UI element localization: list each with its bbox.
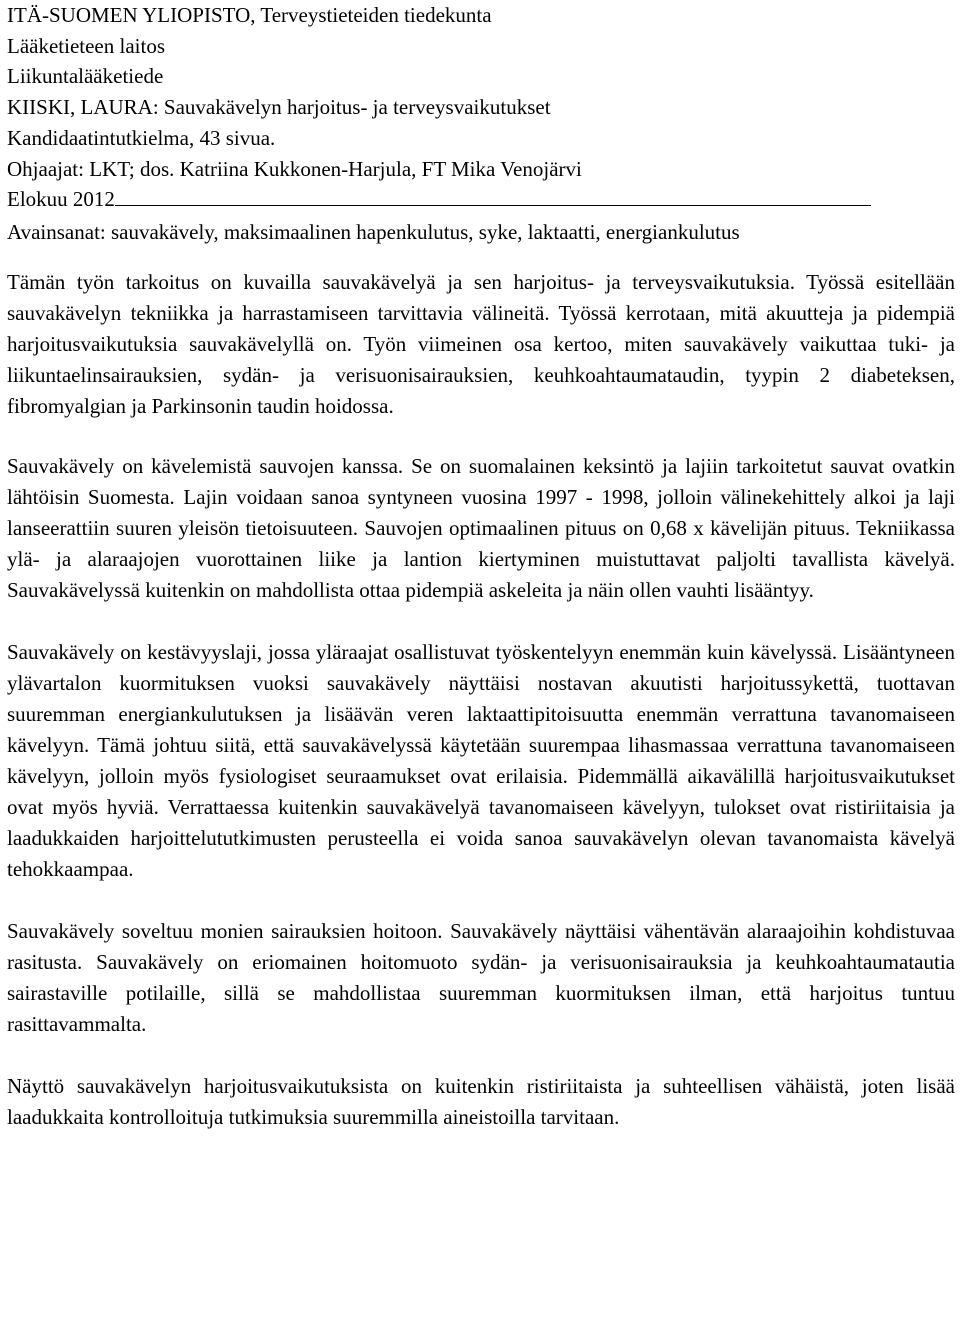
supervisors-line: Ohjaajat: LKT; dos. Katriina Kukkonen-Harjula, FT Mika Venojärvi xyxy=(7,156,582,181)
abstract-header xyxy=(7,0,955,248)
abstract-paragraph: Sauvakävely on kävelemistä sauvojen kanssa. Se on suomalainen keksintö ja lajiin tarkoitetut sauvat ovatkin lähtöisin Suomesta. Lajin voidaan sanoa syntyneen vuosina 1997 - 1998, jolloin välinekehittely alkoi ja laji lanseerattiin suuren yleisön tietoisuuteen. Sauvojen optimaalinen pituus on 0,68 x kävelijän pituus. Tekniikassa ylä- ja alaraajojen vuorottainen liike ja lantion kiertyminen muistuttavat paljolti tavallista kävelyä. Sauvakävelyssä kuitenkin on mahdollista ottaa pidempiä askeleita ja näin ollen vauhti lisääntyy. xyxy=(7,453,955,602)
subject-line: Liikuntalääketiede xyxy=(7,64,164,89)
abstract-paragraph: Näyttö sauvakävelyn harjoitusvaikutuksista on kuitenkin ristiriitaista ja suhteellisen vähäistä, joten lisää laadukkaita kontrolloituja tutkimuksia suuremmilla aineistoilla tarvitaan. xyxy=(7,1073,955,1129)
abstract-paragraph: Sauvakävely soveltuu monien sairauksien hoitoon. Sauvakävely näyttäisi vähentävän alaraajoihin kohdistuvaa rasitusta. Sauvakävely on eriomainen hoitomuoto sydän- ja verisuonisairauksia ja keuhkoahtaumatautia sairastaville potilaille, sillä se mahdollistaa suuremman kuormituksen ilman, että harjoitus tuntuu rasittavammalta. xyxy=(7,918,955,1036)
date-text: Elokuu 2012 xyxy=(7,187,115,212)
date-underline xyxy=(115,187,871,206)
document-page xyxy=(7,0,955,1133)
abstract-paragraph: Tämän työn tarkoitus on kuvailla sauvakävelyä ja sen harjoitus- ja terveysvaikutuksia. Työssä esitellään sauvakävelyn tekniikka ja harrastamiseen tarvittavia välineitä. Työssä kerrotaan, mitä akuutteja ja pidempiä harjoitusvaikutuksia sauvakävelyllä on. Työn viimeinen osa kertoo, miten sauvakävely vaikuttaa tuki- ja liikuntaelinsairauksien, sydän- ja verisuonisairauksien, keuhkoahtaumataudin, tyypin 2 diabeteksen, fibromyalgian ja Parkinsonin taudin hoidossa. xyxy=(7,269,955,418)
author-title-line: KIISKI, LAURA: Sauvakävelyn harjoitus- ja terveysvaikutukset xyxy=(7,95,551,120)
department-line: Lääketieteen laitos xyxy=(7,33,166,58)
thesis-type-line: Kandidaatintutkielma, 43 sivua. xyxy=(7,125,276,150)
university-faculty-line: ITÄ-SUOMEN YLIOPISTO, Terveystieteiden tiedekunta xyxy=(7,3,492,27)
abstract-paragraph: Sauvakävely on kestävyyslaji, jossa yläraajat osallistuvat työskentelyyn enemmän kuin kävelyssä. Lisääntyneen ylävartalon kuormituksen vuoksi sauvakävely näyttäisi nostavan akuutisti harjoitussykettä, tuottavan suuremman energiankulutuksen ja lisäävän veren laktaattipitoisuutta enemmän verrattuna tavanomaiseen kävelyyn. Tämä johtuu siitä, että sauvakävelyssä käytetään suurempaa lihasmassaa verrattuna tavanomaiseen kävelyyn, jolloin myös fysiologiset seuraamukset ovat erilaisia. Pidemmällä aikavälillä harjoitusvaikutukset ovat myös hyviä. Verrattaessa kuitenkin sauvakävelyä tavanomaiseen kävelyyn, tulokset ovat ristiriitaisia ja laadukkaiden harjoittelututkimusten perusteella ei voida sanoa sauvakävelyn olevan tavanomaista kävelyä tehokkaampaa. xyxy=(7,639,955,881)
date-row xyxy=(7,184,955,215)
keywords-line: Avainsanat: sauvakävely, maksimaalinen hapenkulutus, syke, laktaatti, energiankulutus xyxy=(7,219,740,244)
